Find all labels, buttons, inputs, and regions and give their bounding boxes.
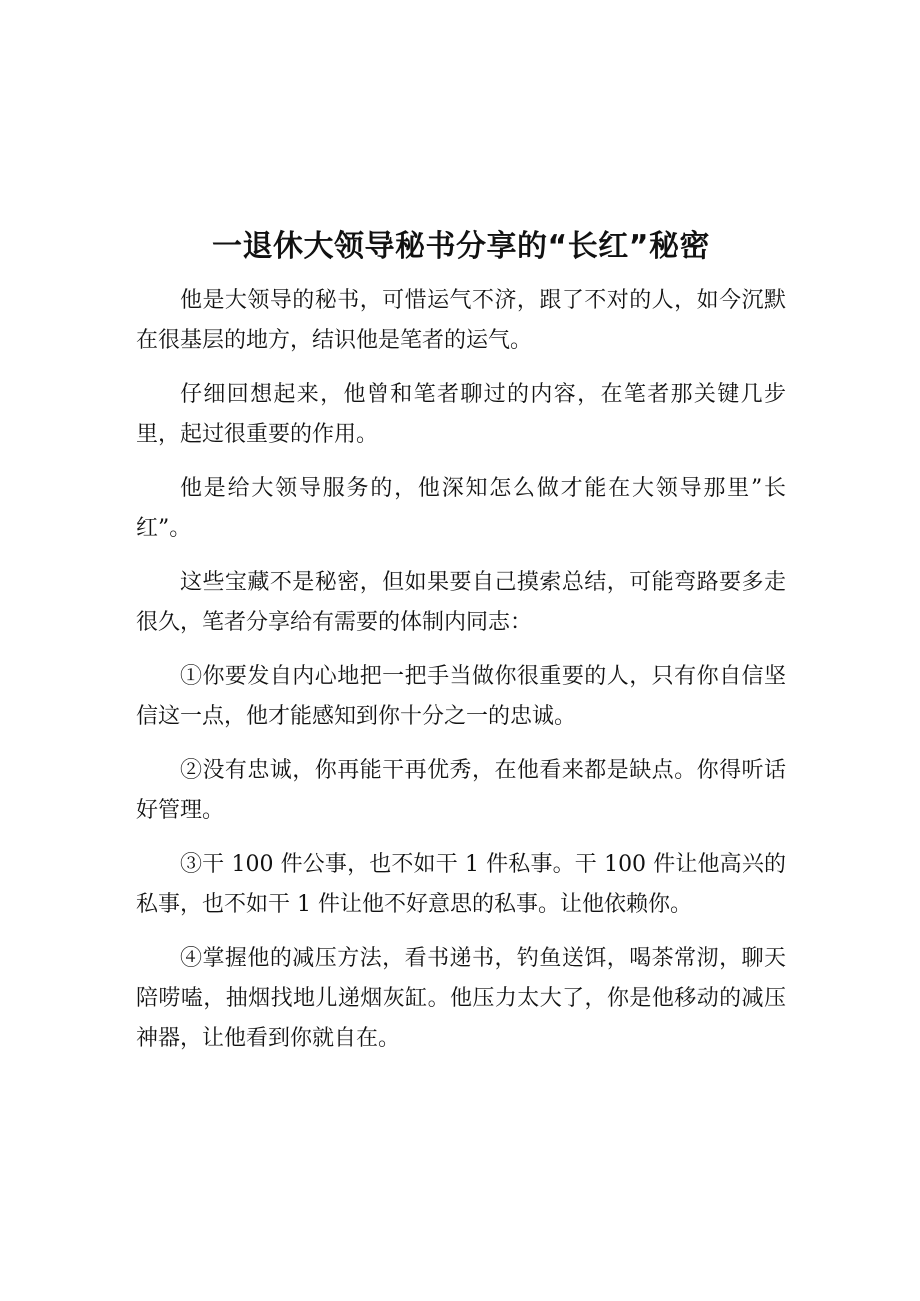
paragraph-6: ②没有忠诚，你再能干再优秀，在他看来都是缺点。你得听话好管理。 [136, 758, 786, 823]
paragraph-3: 他是给大领导服务的，他深知怎么做才能在大领导那里”长红”。 [136, 476, 786, 541]
document-body [136, 281, 786, 1073]
paragraph-4: 这些宝藏不是秘密，但如果要自己摸索总结，可能弯路要多走很久，笔者分享给有需要的体制内同志： [136, 570, 786, 635]
paragraph-1: 他是大领导的秘书，可惜运气不济，跟了不对的人，如今沉默在很基层的地方，结识他是笔者的运气。 [136, 288, 786, 353]
paragraph-7: ③干 100 件公事，也不如干 1 件私事。干 100 件让他高兴的私事，也不如干 1 件让他不好意思的私事。让他依赖你。 [136, 852, 786, 917]
document-title: 一退休大领导秘书分享的“长红”秘密 [212, 229, 710, 264]
paragraph-5: ①你要发自内心地把一把手当做你很重要的人，只有你自信坚信这一点，他才能感知到你十分之一的忠诚。 [136, 664, 786, 729]
paragraph-2: 仔细回想起来，他曾和笔者聊过的内容，在笔者那关键几步里，起过很重要的作用。 [136, 382, 786, 447]
paragraph-8: ④掌握他的减压方法，看书递书，钓鱼送饵，喝茶常沏，聊天陪唠嗑，抽烟找地儿递烟灰缸。他压力太大了，你是他移动的减压神器，让他看到你就自在。 [136, 946, 786, 1051]
